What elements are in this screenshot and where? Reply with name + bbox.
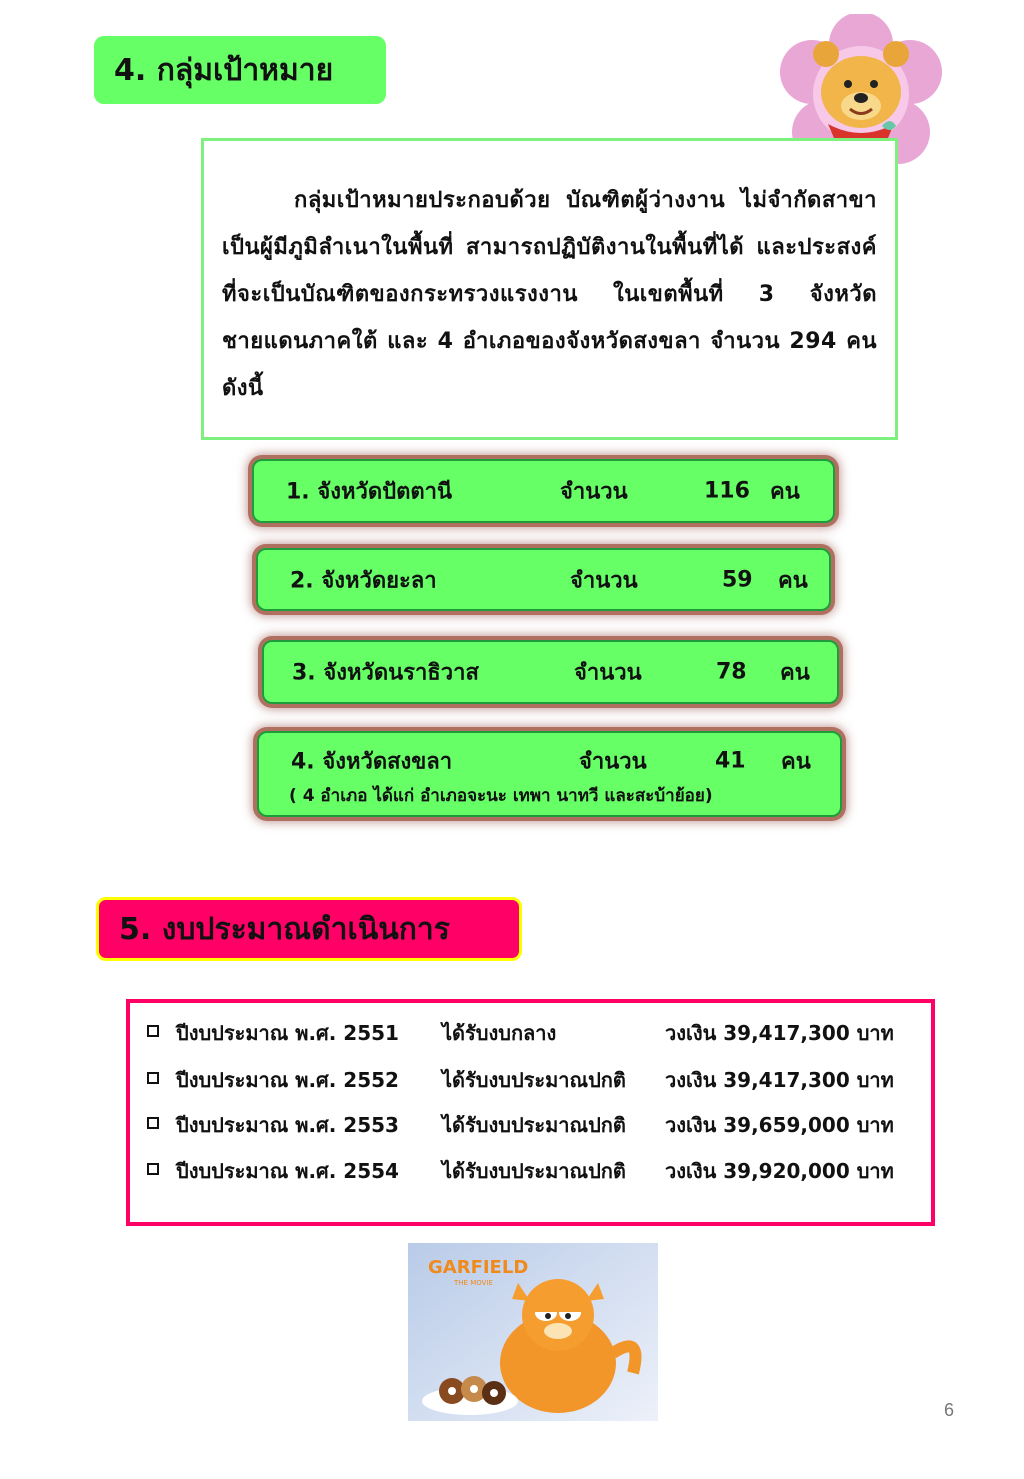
songkhla-districts-note: ( 4 อำเภอ ได้แก่ อำเภอจะนะ เทพา นาทวี และสะบ้าย้อย) — [289, 786, 713, 806]
checkbox-icon — [147, 1072, 159, 1084]
budget-amount: วงเงิน 39,920,000 บาท — [665, 1159, 894, 1183]
budget-list-box — [126, 999, 935, 1226]
checkbox-icon — [147, 1163, 159, 1175]
budget-source: ได้รับงบกลาง — [442, 1021, 557, 1045]
page-number: 6 — [944, 1400, 955, 1420]
count-unit: คน — [770, 479, 800, 505]
count-label: จำนวน — [560, 479, 628, 505]
count-label: จำนวน — [579, 749, 647, 775]
province-box-yala — [256, 548, 831, 611]
checkbox-icon — [147, 1117, 159, 1129]
cat-donuts-icon — [408, 1243, 658, 1433]
budget-row — [130, 1064, 931, 1094]
budget-row — [130, 1155, 931, 1185]
count-label: จำนวน — [574, 660, 642, 686]
count-value: 59 — [722, 567, 753, 592]
count-unit: คน — [778, 568, 808, 593]
budget-year: ปีงบประมาณ พ.ศ. 2551 — [176, 1021, 399, 1045]
budget-row — [130, 1109, 931, 1139]
province-name: 2. จังหวัดยะลา — [290, 568, 437, 593]
budget-amount: วงเงิน 39,659,000 บาท — [665, 1113, 894, 1137]
count-unit: คน — [780, 660, 810, 686]
province-name: 1. จังหวัดปัตตานี — [286, 479, 453, 505]
province-box-songkhla — [257, 731, 842, 817]
budget-amount: วงเงิน 39,417,300 บาท — [665, 1068, 894, 1092]
province-name: 4. จังหวัดสงขลา — [291, 749, 453, 775]
poster-title: GARFIELD — [428, 1257, 529, 1278]
section-5-heading-text: 5. งบประมาณดำเนินการ — [119, 911, 450, 947]
section-4-heading-text: 4. กลุ่มเป้าหมาย — [114, 52, 334, 88]
province-box-pattani — [252, 459, 835, 523]
budget-year: ปีงบประมาณ พ.ศ. 2554 — [176, 1159, 399, 1183]
section-5-heading — [96, 897, 522, 961]
budget-row — [130, 1017, 931, 1047]
count-unit: คน — [781, 749, 811, 775]
poster-subtitle: THE MOVIE — [454, 1279, 493, 1287]
province-box-narathiwat — [262, 640, 839, 704]
budget-source: ได้รับงบประมาณปกติ — [442, 1113, 626, 1137]
count-value: 116 — [704, 478, 750, 504]
budget-year: ปีงบประมาณ พ.ศ. 2552 — [176, 1068, 399, 1092]
budget-year: ปีงบประมาณ พ.ศ. 2553 — [176, 1113, 399, 1137]
count-value: 78 — [716, 659, 747, 685]
target-description: กลุ่มเป้าหมายประกอบด้วย บัณฑิตผู้ว่างงาน ไม่จำกัดสาขา เป็นผู้มีภูมิลำเนาในพื้นที่ สามารถปฏิบัติงานในพื้นที่ได้ และประสงค์ที่จะเป็นบัณฑิตของกระทรวงแรงงาน ในเขตพื้นที่ 3 จังหวัดชายแดนภาคใต้ และ 4 อำเภอของจังหวัดสงขลา จำนวน 294 คน ดังนี้ — [222, 188, 877, 401]
province-name: 3. จังหวัดนราธิวาส — [292, 660, 479, 686]
budget-source: ได้รับงบประมาณปกติ — [442, 1068, 626, 1092]
checkbox-icon — [147, 1025, 159, 1037]
count-label: จำนวน — [570, 568, 638, 593]
count-value: 41 — [715, 748, 746, 774]
target-description-box — [201, 138, 898, 440]
budget-source: ได้รับงบประมาณปกติ — [442, 1159, 626, 1183]
section-4-heading — [94, 36, 386, 104]
budget-amount: วงเงิน 39,417,300 บาท — [665, 1021, 894, 1045]
